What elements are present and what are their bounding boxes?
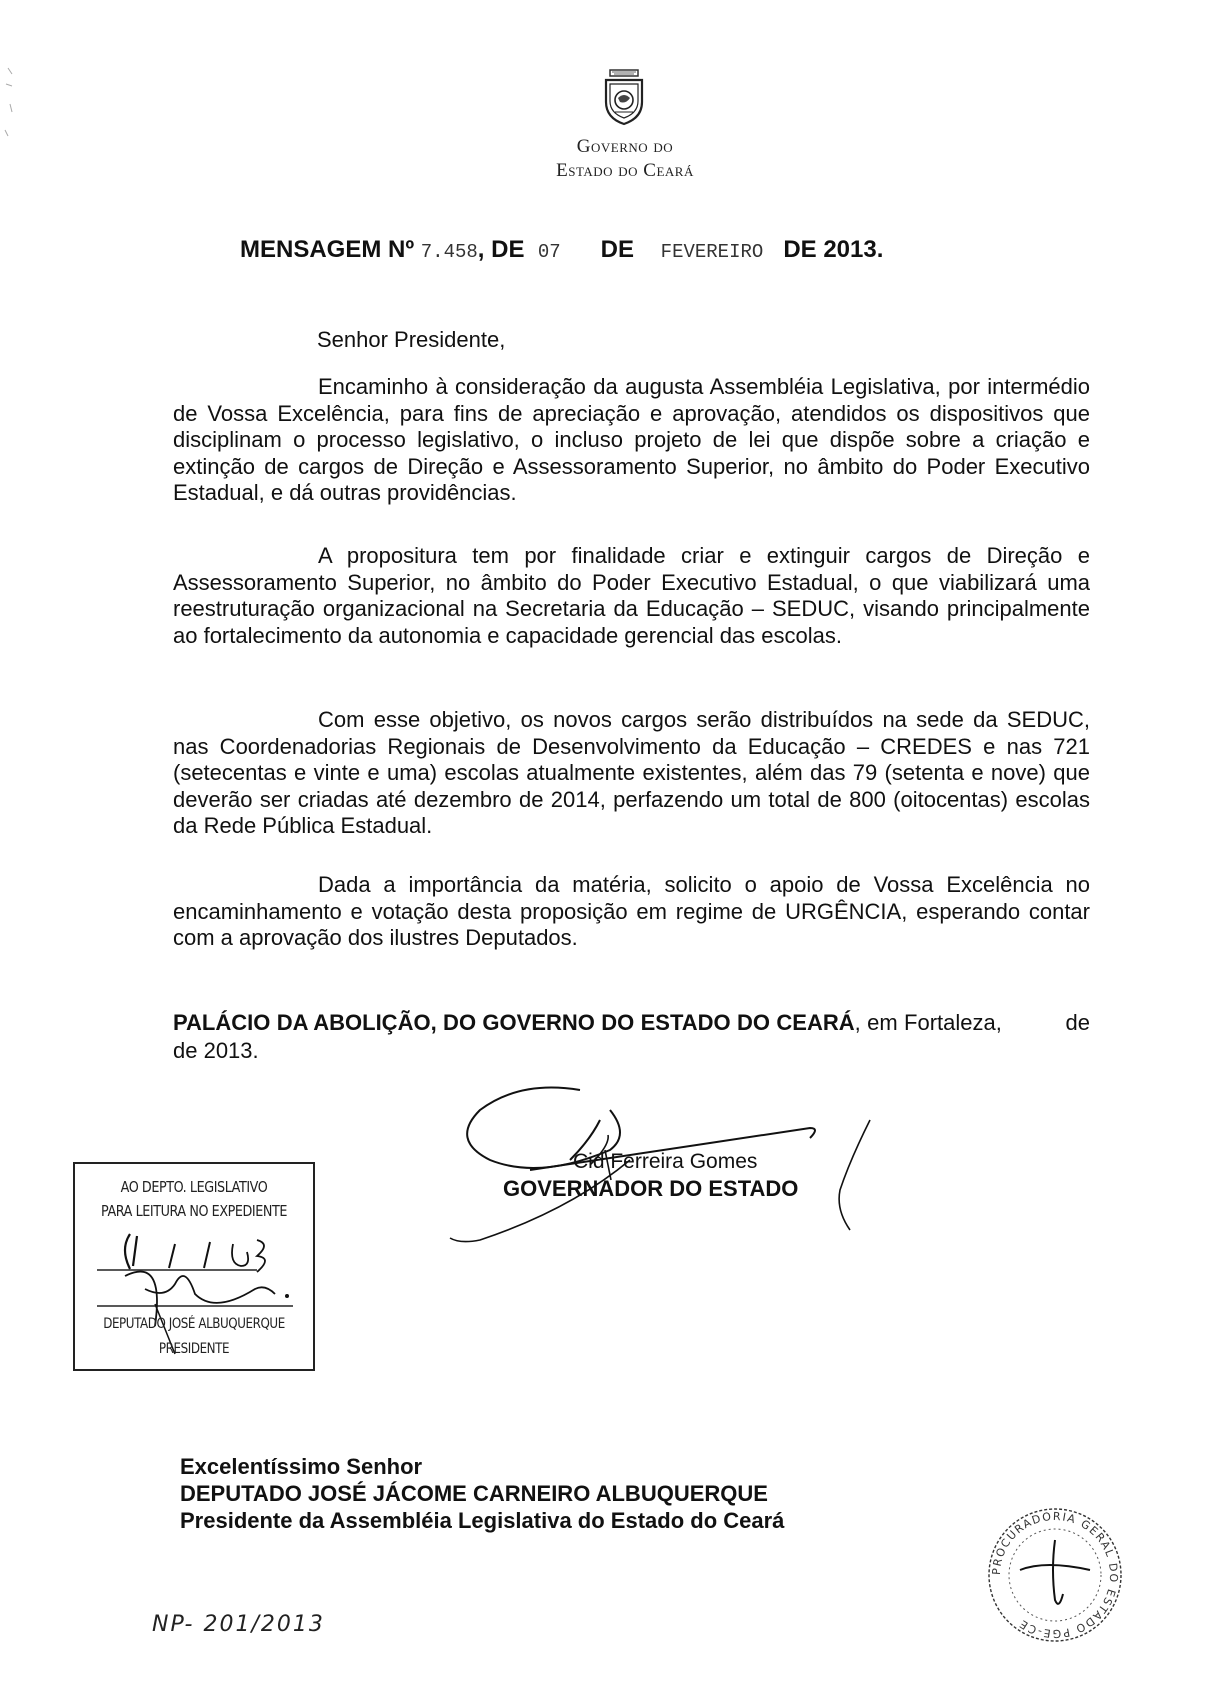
salutation: Senhor Presidente, — [317, 327, 506, 352]
stamp-line-2: PARA LEITURA NO EXPEDIENTE — [100, 1202, 287, 1220]
addressee-block — [180, 1453, 940, 1534]
addressee-line-2: DEPUTADO JOSÉ JÁCOME CARNEIRO ALBUQUERQUE — [180, 1481, 768, 1506]
closing-date: , em Fortaleza, de de 2013. — [173, 1010, 1176, 1063]
gov-line-2: Estado do Ceará — [556, 160, 694, 181]
message-title — [240, 236, 1000, 264]
paragraph-2: A propositura tem por finalidade criar e extinguir cargos de Direção e Assessoramento Superior, no âmbito do Poder Executivo Estadual, o que viabilizará uma reestruturação organizacional na Secretaria da Educação – SEDUC, visando principalmente ao fortalecimento da autonomia e capacidade gerencial das escolas. — [173, 543, 1090, 648]
scan-edge-marks — [0, 60, 30, 150]
paragraph-1: Encaminho à consideração da augusta Assembléia Legislativa, por intermédio de Vossa Excelência, para fins de apreciação e aprovação, atendidos os dispositivos que disciplinam o processo legislativo, o incluso projeto de lei que dispõe sobre a criação e extinção de cargos de Direção e Assessoramento Superior, no âmbito do Poder Executivo Estadual, e dá outras providências. — [173, 374, 1090, 505]
paragraph-4: Dada a importância da matéria, solicito o apoio de Vossa Excelência no encaminhamento e votação desta proposição em regime de URGÊNCIA, esperando contar com a aprovação dos ilustres Deputados. — [173, 872, 1090, 950]
state-coat-of-arms-icon — [600, 68, 648, 128]
government-header — [480, 135, 770, 183]
stamp-line-3: DEPUTADO JOSÉ ALBUQUERQUE — [103, 1316, 285, 1332]
procuradoria-seal-icon — [980, 1500, 1130, 1650]
legislative-stamp — [73, 1162, 315, 1371]
message-day: 07 — [537, 241, 561, 263]
title-sep-1: , DE — [477, 236, 525, 263]
signatory-name: Cid Ferreira Gomes — [573, 1150, 758, 1173]
gov-line-1: Governo do — [576, 136, 674, 157]
protocol-number: NP- 201/2013 — [152, 1612, 325, 1637]
seal-text: PROCURADORIA GERAL DO ESTADO PGE-CE — [989, 1509, 1121, 1641]
signatory-title: GOVERNADOR DO ESTADO — [503, 1176, 799, 1201]
message-month: FEVEREIRO — [660, 241, 764, 263]
stamp-line-4: PRESIDENTE — [158, 1341, 230, 1357]
addressee-line-1: Excelentíssimo Senhor — [180, 1454, 423, 1479]
title-sep-2: DE — [600, 236, 634, 263]
addressee-line-3: Presidente da Assembléia Legislativa do Estado do Ceará — [180, 1508, 785, 1533]
stamp-line-1: AO DEPTO. LEGISLATIVO — [120, 1178, 268, 1196]
closing-line — [173, 1009, 1176, 1065]
paragraph-3: Com esse objetivo, os novos cargos serão distribuídos na sede da SEDUC, nas Coordenadorias Regionais de Desenvolvimento da Educação – CREDES e nas 721 (setecentas e vinte e uma) escolas atualmente existentes, além das 79 (setenta e nove) que deverão ser criadas até dezembro de 2014, perfazendo um total de 800 (oitocentas) escolas da Rede Pública Estadual. — [173, 707, 1090, 838]
title-prefix: MENSAGEM Nº — [240, 236, 415, 263]
stamp-handwriting — [75, 1164, 313, 1369]
message-year: DE 2013. — [783, 236, 884, 263]
message-number: 7.458 — [420, 241, 478, 263]
closing-place: PALÁCIO DA ABOLIÇÃO, DO GOVERNO DO ESTADO DO CEARÁ — [173, 1010, 855, 1035]
